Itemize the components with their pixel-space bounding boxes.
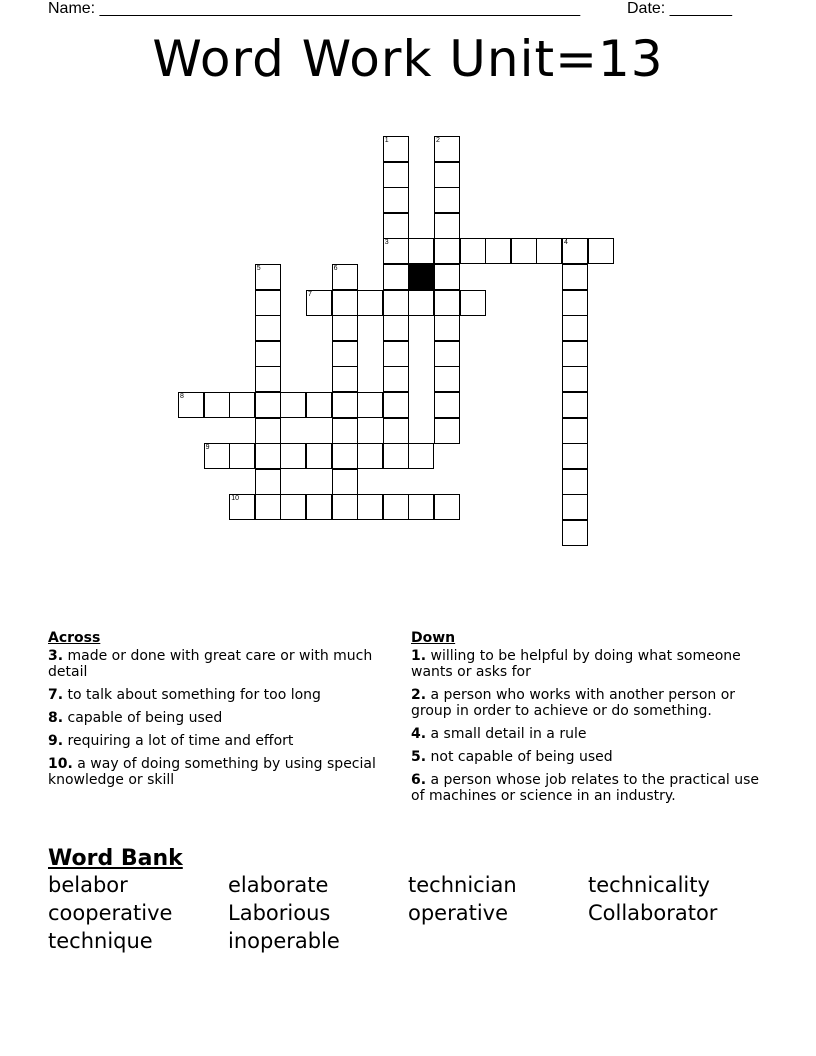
grid-cell [434,264,460,290]
grid-cell [434,213,460,239]
grid-cell [332,469,358,495]
clue-number: 1. [411,648,427,664]
clue-text: made or done with great care or with much detail [48,648,373,680]
grid-cell [408,494,434,520]
grid-cell [434,392,460,418]
grid-cell [562,418,588,444]
down-heading: Down [411,630,456,646]
clue-number-label: 1 [384,137,389,144]
grid-cell [434,315,460,341]
across-clue [48,648,378,680]
grid-cell [332,418,358,444]
grid-cell [434,162,460,188]
grid-cell [306,494,332,520]
clue-number: 2. [411,687,427,703]
page-title: Word Work Unit=13 [152,30,664,88]
clue-number: 6. [411,772,427,788]
grid-cell [306,443,332,469]
grid-cell [306,392,332,418]
grid-cell [434,136,460,162]
grid-cell [383,392,409,418]
grid-cell [383,136,409,162]
clue-number: 10. [48,756,73,772]
date-field-label: Date: _______ [627,0,732,17]
word-bank-item: cooperative [48,901,173,925]
grid-cell [383,494,409,520]
grid-cell [434,366,460,392]
down-clue [411,749,771,765]
word-bank-item: technician [408,873,517,897]
grid-cell [332,264,358,290]
across-clue [48,733,378,749]
grid-cell [434,187,460,213]
down-clue [411,726,771,742]
grid-cell [562,238,588,264]
grid-cell [383,213,409,239]
clue-text: to talk about something for too long [67,687,321,703]
word-bank-item: operative [408,901,509,925]
grid-cell [562,443,588,469]
grid-cell [332,443,358,469]
clue-number-label: 6 [333,265,338,272]
grid-cell [588,238,614,264]
grid-cell [255,290,281,316]
grid-cell [383,264,409,290]
clue-text: a person whose job relates to the practical use of machines or science in an industry. [411,772,760,804]
word-bank [48,873,768,954]
across-clues [48,630,378,795]
grid-cell [383,341,409,367]
grid-cell [562,315,588,341]
grid-cell [229,443,255,469]
word-bank-item: Collaborator [588,901,718,925]
across-clue [48,756,378,788]
word-bank-item: inoperable [228,929,340,953]
grid-cell [332,290,358,316]
grid-cell [562,366,588,392]
clue-number-label: 5 [256,265,261,272]
grid-cell [306,290,332,316]
grid-cell [408,443,434,469]
grid-cell [332,315,358,341]
clue-number-label: 3 [384,239,389,247]
clue-text: a small detail in a rule [430,726,587,742]
grid-cell [255,469,281,495]
grid-cell [383,366,409,392]
grid-cell [332,366,358,392]
grid-cell [357,290,383,316]
word-bank-item: Laborious [228,901,331,925]
word-bank-heading: Word Bank [48,846,183,871]
grid-cell [280,392,306,418]
grid-cell [383,418,409,444]
grid-cell [255,392,281,418]
grid-cell [562,520,588,546]
word-bank-item: technicality [588,873,710,897]
grid-cell [434,494,460,520]
grid-cell [434,238,460,264]
black-square [408,264,434,290]
clue-number: 8. [48,710,64,726]
across-heading: Across [48,630,101,646]
grid-cell [485,238,511,264]
grid-cell [255,443,281,469]
grid-cell [408,238,434,264]
name-field-label: Name: ______________________________________________________ [48,0,581,17]
clue-number: 3. [48,648,64,664]
grid-cell [229,392,255,418]
clue-number-label: 8 [180,393,184,400]
grid-cell [408,290,434,316]
grid-cell [536,238,562,264]
grid-cell [332,392,358,418]
grid-cell [357,443,383,469]
grid-cell [229,494,255,520]
grid-cell [357,494,383,520]
clue-number: 4. [411,726,427,742]
grid-cell [460,290,486,316]
grid-cell [255,264,281,290]
grid-cell [383,315,409,341]
down-clues [411,630,771,811]
grid-cell [178,392,204,418]
down-clue [411,648,771,680]
clue-text: not capable of being used [430,749,613,765]
down-clue [411,687,771,719]
across-clue [48,710,378,726]
grid-cell [562,392,588,418]
grid-cell [204,443,230,469]
clue-number: 7. [48,687,64,703]
grid-cell [204,392,230,418]
grid-cell [562,264,588,290]
grid-cell [383,162,409,188]
grid-cell [383,238,409,264]
word-bank-item: belabor [48,873,128,897]
grid-cell [511,238,537,264]
grid-cell [562,341,588,367]
clue-text: willing to be helpful by doing what someone wants or asks for [411,648,741,680]
down-clue [411,772,771,804]
grid-cell [460,238,486,264]
grid-cell [255,418,281,444]
clue-number: 9. [48,733,64,749]
grid-cell [255,494,281,520]
clue-number-label: 4 [564,239,568,247]
clue-number-label: 9 [205,444,210,452]
grid-cell [357,392,383,418]
grid-cell [383,443,409,469]
grid-cell [332,494,358,520]
word-bank-item: technique [48,929,153,953]
grid-cell [280,494,306,520]
clue-text: capable of being used [67,710,223,726]
word-bank-item: elaborate [228,873,329,897]
clue-number-label: 7 [308,290,312,298]
grid-cell [280,443,306,469]
grid-cell [332,341,358,367]
grid-cell [255,341,281,367]
clue-number-label: 10 [231,495,239,503]
across-clue [48,687,378,703]
grid-cell [383,187,409,213]
grid-cell [255,315,281,341]
grid-cell [255,366,281,392]
clue-text: a person who works with another person or group in order to achieve or do something. [411,687,736,719]
grid-cell [383,290,409,316]
clue-text: requiring a lot of time and effort [67,733,294,749]
grid-cell [434,341,460,367]
grid-cell [434,418,460,444]
clue-number: 5. [411,749,427,765]
grid-cell [562,494,588,520]
clue-number-label: 2 [436,137,440,144]
clue-text: a way of doing something by using special knowledge or skill [48,756,376,788]
grid-cell [562,469,588,495]
grid-cell [562,290,588,316]
grid-cell [434,290,460,316]
